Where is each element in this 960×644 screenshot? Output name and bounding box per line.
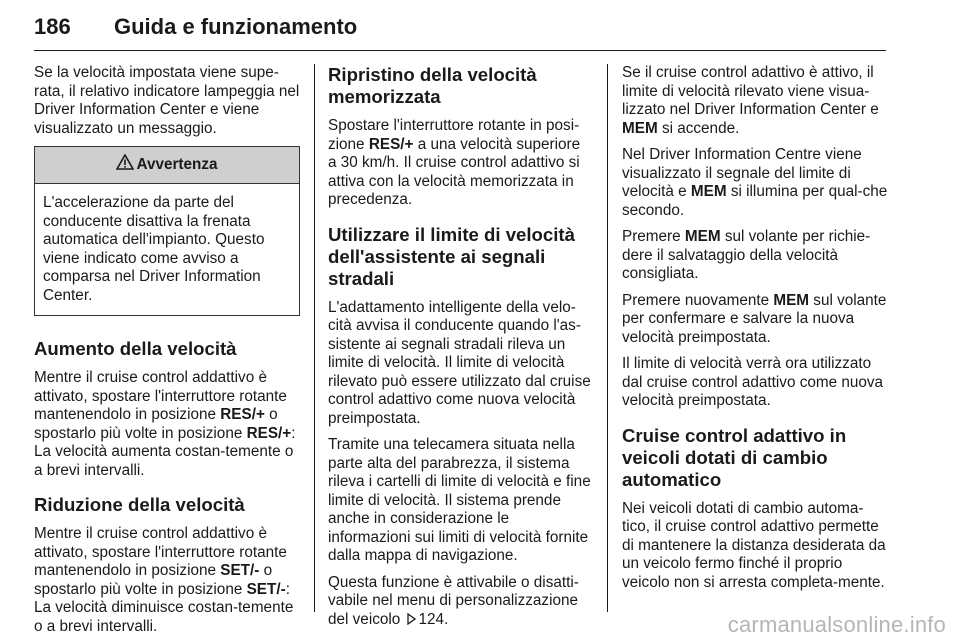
paragraph: Tramite una telecamera situata nella parte alta del parabrezza, il sistema rileva i cartelli di limite di velocità e fine limite di velocità. Il sistema prende anche in considerazione le informazioni sui limiti di velocità fornite dalla mappa di navigazione. — [328, 436, 591, 564]
column-divider — [607, 64, 608, 612]
warning-box — [34, 146, 300, 316]
section-heading: Cruise control adattivo in veicoli dotati di cambio automatico — [622, 424, 847, 490]
section-heading: Riduzione della velocità — [34, 494, 245, 515]
paragraph: Nel Driver Information Centre viene visualizzato il segnale del limite di velocità e MEM si illumina per qual-che secondo. — [622, 146, 888, 219]
paragraph: L'adattamento intelligente della velo-cità avvisa il conducente quando l'as-sistente ai segnali stradali rileva un limite di velocità. Il limite di velocità rilevato può essere utilizzato dal cruise control adattivo come nuova velocità preimpostata. — [328, 298, 591, 427]
page-reference-icon[interactable] — [407, 612, 416, 631]
paragraph: Spostare l'interruttore rotante in posi-zione RES/+ a una velocità superiore a 30 km/h. Il cruise control adattivo si attiva con la velocità memorizzata in precedenza. — [328, 117, 581, 208]
column-middle — [328, 64, 592, 638]
page-header — [34, 14, 886, 51]
paragraph: Il limite di velocità verrà ora utilizzato dal cruise control adattivo come nuova velocità preimpostata. — [622, 355, 884, 409]
paragraph: Nei veicoli dotati di cambio automa-tico, il cruise control adattivo permette di mantenere la distanza desiderata da un veicolo fermo finché il proprio veicolo non si arresta completa-mente. — [622, 499, 886, 591]
paragraph: Premere nuovamente MEM sul volante per confermare e salvare la nuova velocità preimpostata. — [622, 291, 887, 346]
warning-title: Avvertenza — [136, 155, 218, 173]
chapter-title: Guida e funzionamento — [114, 14, 358, 39]
warning-header — [35, 147, 299, 184]
column-right — [622, 64, 888, 600]
paragraph: Mentre il cruise control addattivo è attivato, spostare l'interruttore rotante mantenendolo in posizione SET/- o spostarlo più volte in posizione SET/-: La velocità diminuisce costan-temente o a brevi intervalli. — [34, 525, 294, 635]
section-heading: Utilizzare il limite di velocità dell'assistente ai segnali stradali — [328, 223, 575, 289]
page-number: 186 — [34, 14, 71, 39]
paragraph: Se il cruise control adattivo è attivo, il limite di velocità rilevato viene visua-lizzato nel Driver Information Center e MEM si accende. — [622, 64, 879, 137]
paragraph: Premere MEM sul volante per richie-dere il salvataggio della velocità consigliata. — [622, 228, 871, 282]
column-divider — [314, 64, 315, 612]
watermark: carmanualsonline.info — [727, 612, 946, 637]
column-left — [34, 64, 300, 644]
paragraph: Mentre il cruise control addattivo è attivato, spostare l'interruttore rotante mantenendolo in posizione RES/+ o spostarlo più volte in posizione RES/+: La velocità aumenta costan-temente o a brevi intervalli. — [34, 369, 296, 479]
intro-paragraph: Se la velocità impostata viene supe-rata, il relativo indicatore lampeggia nel Driver Information Center e viene visualizzato un messaggio. — [34, 64, 300, 137]
warning-text: L'accelerazione da parte del conducente disattiva la frenata automatica dell'impianto. Questo viene indicato come avviso a comparsa nel Driver Information Center. — [43, 194, 265, 304]
page-reference-link[interactable]: 124. — [418, 610, 449, 628]
warning-triangle-icon — [116, 154, 134, 176]
paragraph: Questa funzione è attivabile o disatti-vabile nel menu di personalizzazione del veicolo 124. — [328, 574, 592, 631]
section-heading: Aumento della velocità — [34, 338, 237, 359]
section-heading: Ripristino della velocità memorizzata — [328, 64, 537, 107]
